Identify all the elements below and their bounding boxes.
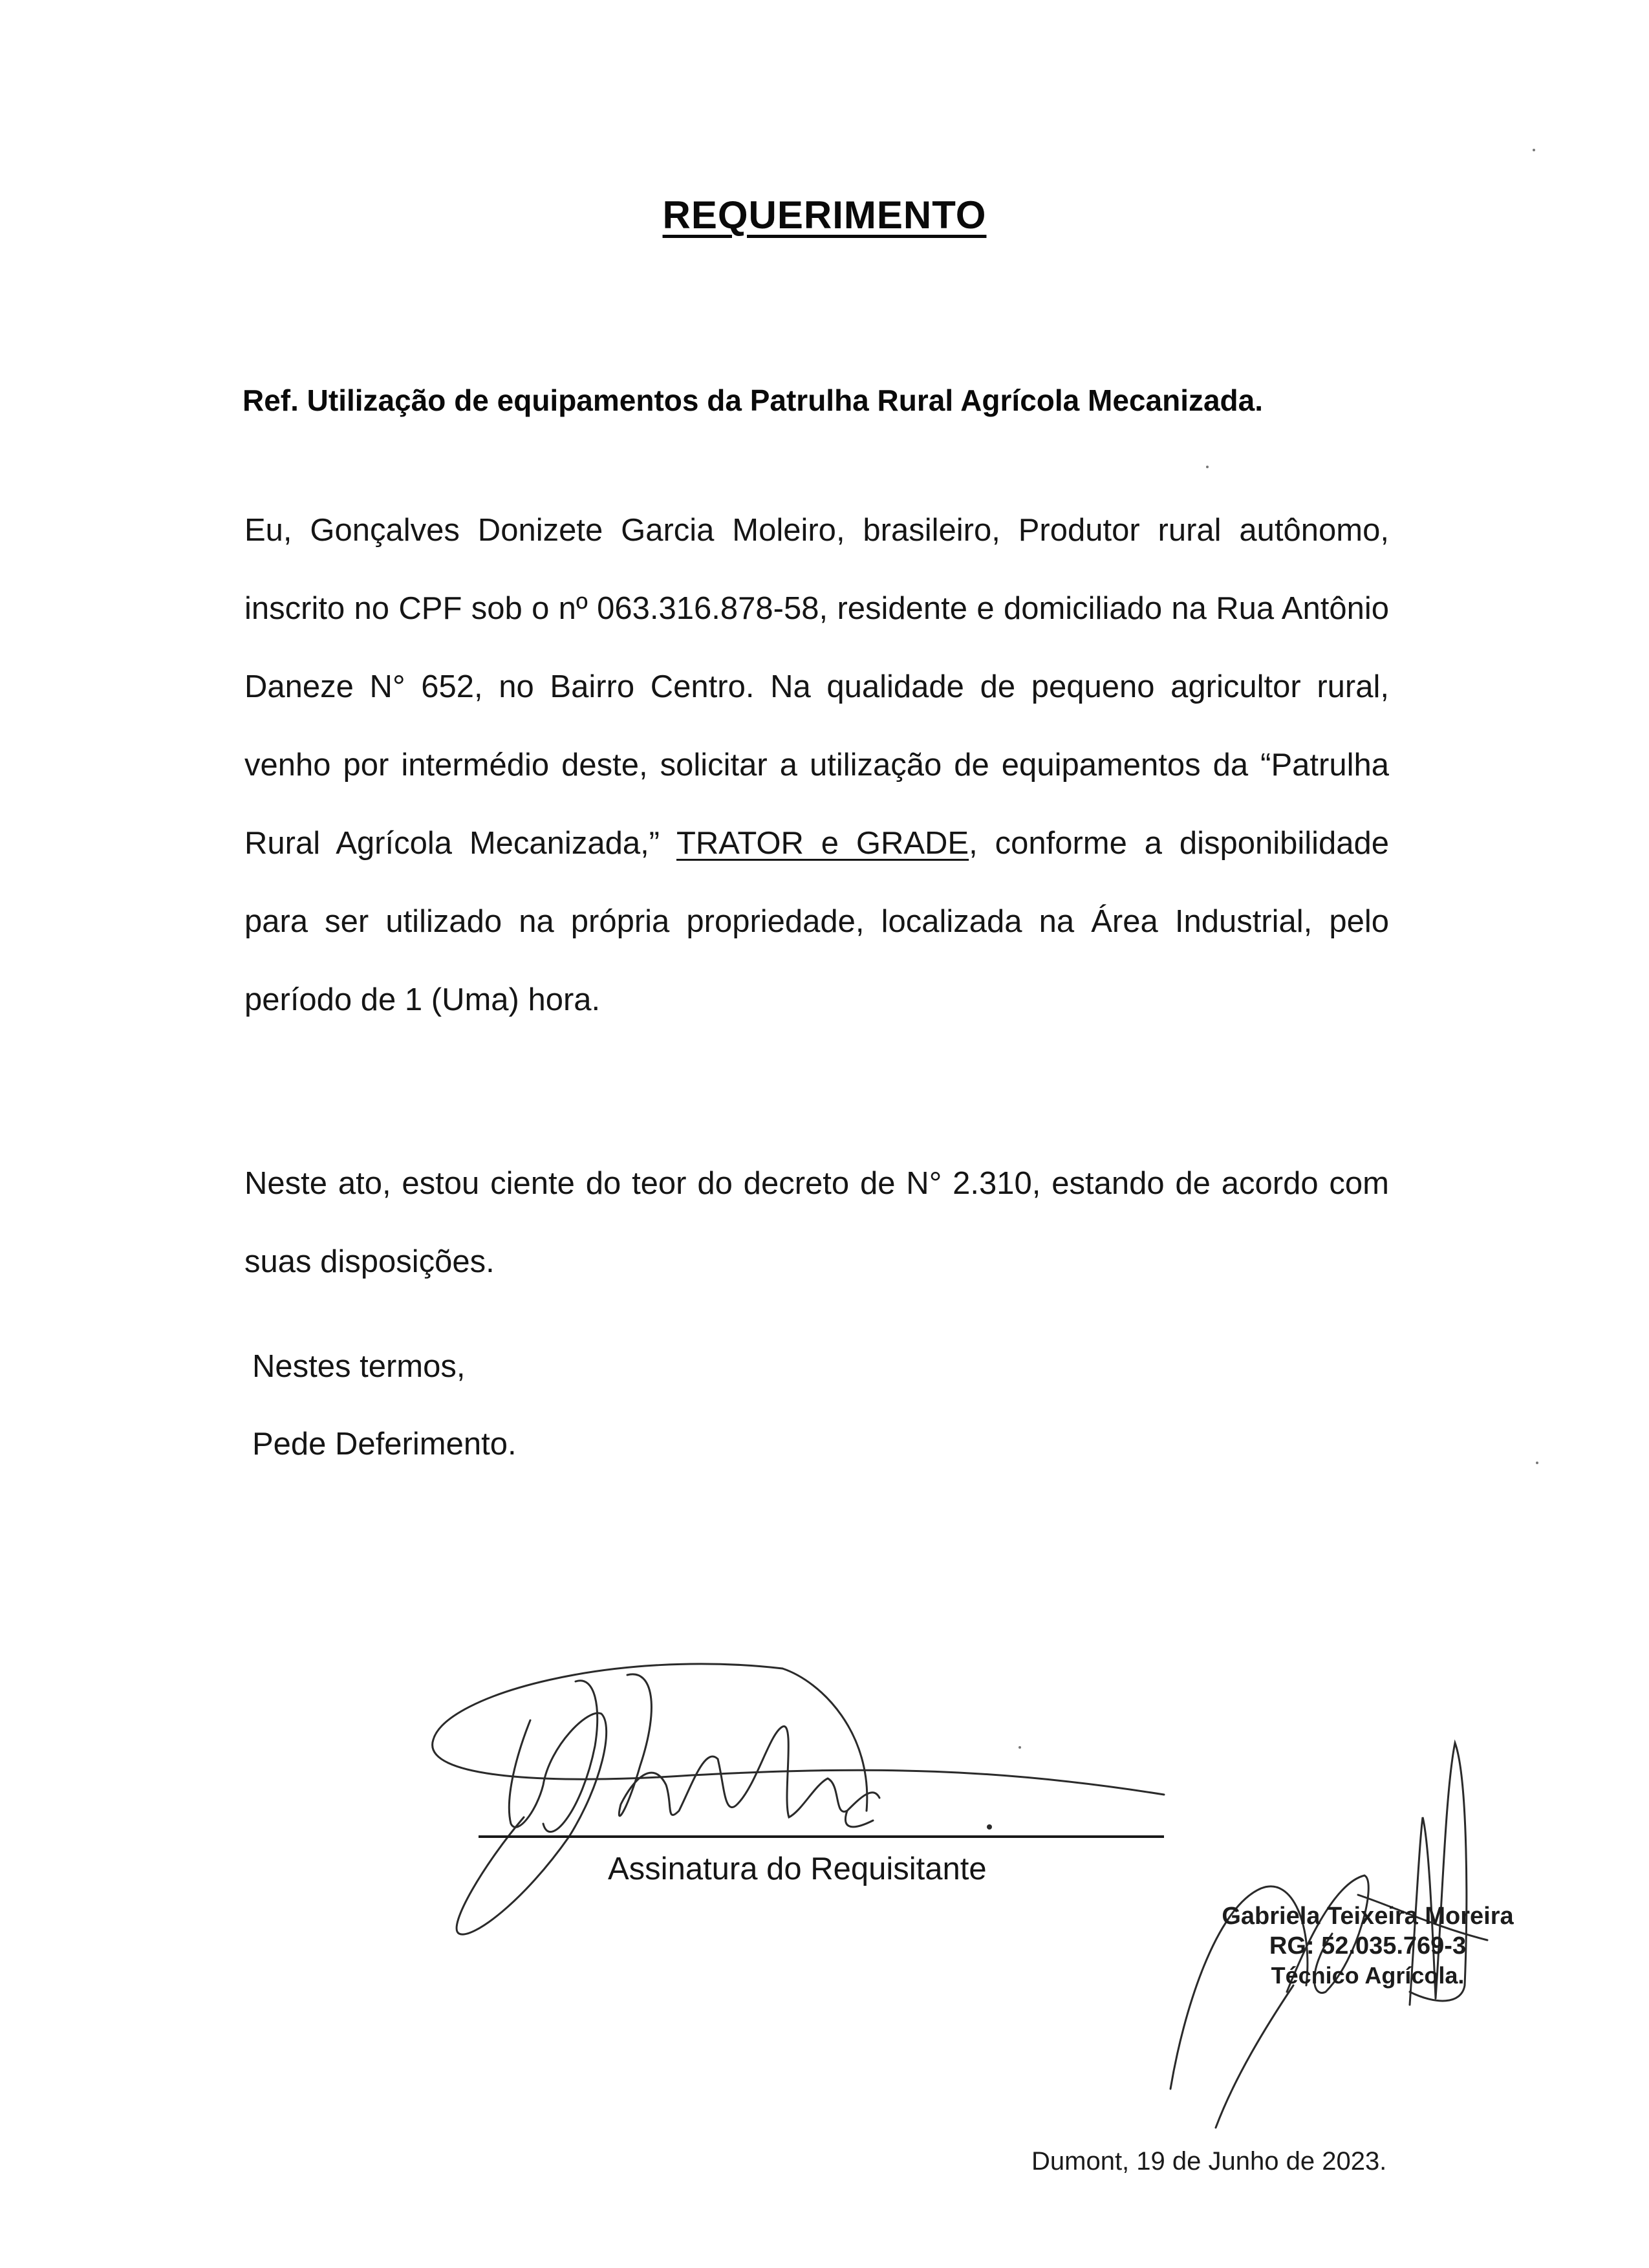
requester-signature-label: Assinatura do Requisitante (608, 1852, 987, 1886)
requester-signature (420, 1656, 1196, 1953)
equipment-underlined: TRATOR e GRADE (676, 826, 969, 861)
scan-speck (1206, 466, 1209, 468)
scan-speck (1018, 1746, 1021, 1749)
request-paragraph (244, 491, 1389, 1039)
technician-stamp (1216, 1901, 1520, 1991)
decree-paragraph: Neste ato, estou ciente do teor do decreto de N° 2.310, estando de acordo com suas disposições. (244, 1166, 1389, 1279)
document-title: REQUERIMENTO (662, 193, 987, 237)
scan-speck (1533, 149, 1535, 151)
request-text-part-2: , conforme a disponibilidade para ser utilizado na própria propriedade, localizada na Área Industrial, pelo período de 1 (Uma) hora. (244, 826, 1390, 1017)
reference-line: Ref. Utilização de equipamentos da Patrulha Rural Agrícola Mecanizada. (242, 383, 1264, 417)
technician-name: Gabriela Teixeira Moreira (1222, 1903, 1514, 1930)
place-and-date: Dumont, 19 de Junho de 2023. (1031, 2147, 1387, 2176)
closing-line-2: Pede Deferimento. (252, 1427, 517, 1462)
technician-role: Técnico Agrícola. (1271, 1962, 1465, 1989)
request-text-part-1: Eu, Gonçalves Donizete Garcia Moleiro, brasileiro, Produtor rural autônomo, inscrito no CPF sob o nº 063.316.878-58, residente e domiciliado na Rua Antônio Daneze N° 652, no Bairro Centro. Na qualidade de pequeno agricultor rural, venho por intermédio deste, solicitar a utilização de equipamentos da “Patrulha Rural Agrícola Mecanizada,” (244, 513, 1389, 861)
scan-speck (1536, 1462, 1538, 1464)
technician-rg: RG: 52.035.769-3 (1269, 1932, 1467, 1960)
closing-line-1: Nestes termos, (252, 1349, 466, 1384)
signature-line (479, 1835, 1164, 1838)
